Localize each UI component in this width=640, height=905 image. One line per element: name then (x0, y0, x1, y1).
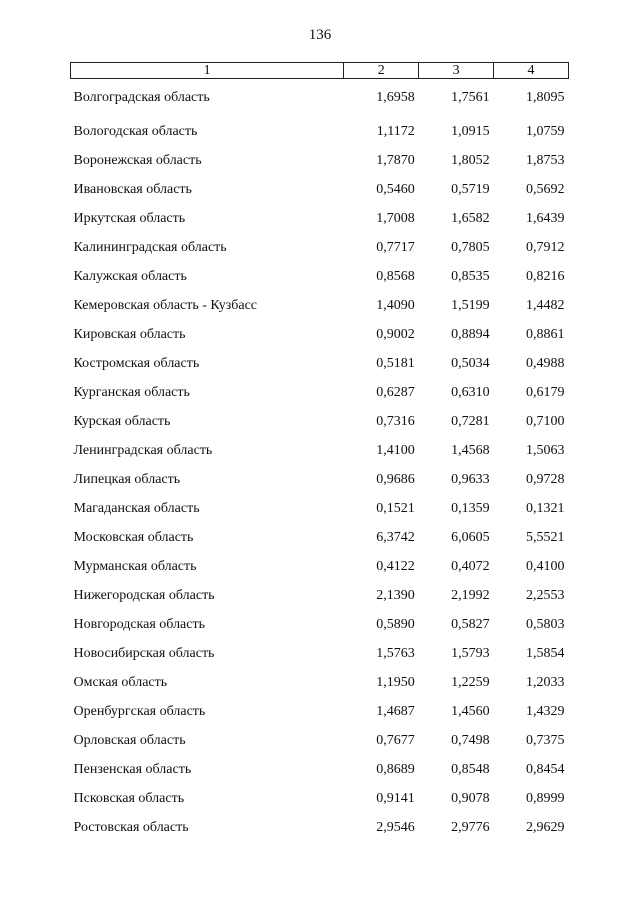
value-cell-col-3: 0,6310 (451, 385, 490, 400)
region-name-cell: Пензенская область (73, 762, 192, 777)
value-cell-col-2: 0,5890 (376, 617, 415, 632)
table-row (71, 523, 569, 552)
region-name-cell: Курганская область (73, 385, 190, 400)
value-cell-col-2: 1,4687 (376, 704, 415, 719)
region-name-cell: Калининградская область (73, 240, 227, 255)
value-cell-col-4: 0,7100 (526, 414, 565, 429)
value-cell-col-3: 1,6582 (451, 211, 490, 226)
table-row (71, 494, 569, 523)
value-cell-col-4: 2,2553 (526, 588, 565, 603)
value-cell-col-2: 1,6958 (376, 90, 415, 105)
table-row (71, 79, 569, 118)
region-name-cell: Ивановская область (73, 182, 192, 197)
value-cell-col-4: 0,8999 (526, 791, 565, 806)
value-cell-col-4: 1,4329 (526, 704, 565, 719)
value-cell-col-3: 1,0915 (451, 124, 490, 139)
value-cell-col-4: 1,2033 (526, 675, 565, 690)
value-cell-col-3: 1,5199 (451, 298, 490, 313)
region-name-cell: Костромская область (73, 356, 200, 371)
table-row (71, 668, 569, 697)
table-row (71, 552, 569, 581)
value-cell-col-4: 0,8861 (526, 327, 565, 342)
region-name-cell: Нижегородская область (73, 588, 215, 603)
column-header-3: 3 (419, 63, 494, 79)
region-name-cell: Ленинградская область (73, 443, 213, 458)
region-name-cell: Кемеровская область - Кузбасс (73, 298, 258, 313)
column-header-2: 2 (344, 63, 419, 79)
table-row (71, 581, 569, 610)
table-row (71, 784, 569, 813)
column-header-1: 1 (71, 63, 344, 79)
value-cell-col-4: 2,9629 (526, 820, 565, 835)
value-cell-col-3: 0,7498 (451, 733, 490, 748)
value-cell-col-2: 6,3742 (376, 530, 415, 545)
value-cell-col-3: 0,9078 (451, 791, 490, 806)
table-row (71, 436, 569, 465)
table-row (71, 639, 569, 668)
value-cell-col-2: 0,4122 (376, 559, 415, 574)
value-cell-col-2: 1,1950 (376, 675, 415, 690)
region-name-cell: Московская область (73, 530, 194, 545)
value-cell-col-4: 0,7912 (526, 240, 565, 255)
value-cell-col-4: 0,4988 (526, 356, 565, 371)
value-cell-col-4: 5,5521 (526, 530, 565, 545)
value-cell-col-4: 0,7375 (526, 733, 565, 748)
region-name-cell: Кировская область (73, 327, 186, 342)
region-name-cell: Калужская область (73, 269, 187, 284)
value-cell-col-3: 1,2259 (451, 675, 490, 690)
region-name-cell: Орловская область (73, 733, 186, 748)
region-name-cell: Новосибирская область (73, 646, 215, 661)
region-coefficients-table (70, 62, 569, 842)
table-row (71, 378, 569, 407)
value-cell-col-4: 1,5854 (526, 646, 565, 661)
region-name-cell: Омская область (73, 675, 168, 690)
region-name-cell: Мурманская область (73, 559, 197, 574)
region-name-cell: Курская область (73, 414, 171, 429)
page-number: 136 (308, 27, 332, 43)
value-cell-col-3: 0,9633 (451, 472, 490, 487)
value-cell-col-3: 1,7561 (451, 90, 490, 105)
value-cell-col-4: 0,5803 (526, 617, 565, 632)
region-name-cell: Новгородская область (73, 617, 205, 632)
value-cell-col-2: 0,9686 (376, 472, 415, 487)
value-cell-col-3: 1,8052 (451, 153, 490, 168)
table-row (71, 610, 569, 639)
table-row (71, 262, 569, 291)
region-name-cell: Вологодская область (73, 124, 198, 139)
value-cell-col-4: 0,8216 (526, 269, 565, 284)
value-cell-col-3: 0,5719 (451, 182, 490, 197)
column-header-4: 4 (494, 63, 569, 79)
table-row (71, 291, 569, 320)
table-row (71, 204, 569, 233)
region-name-cell: Иркутская область (73, 211, 186, 226)
value-cell-col-3: 0,5827 (451, 617, 490, 632)
table-row (71, 813, 569, 842)
value-cell-col-2: 2,9546 (376, 820, 415, 835)
value-cell-col-2: 1,1172 (376, 124, 415, 139)
value-cell-col-3: 0,8548 (451, 762, 490, 777)
table-row (71, 755, 569, 784)
value-cell-col-3: 0,7281 (451, 414, 490, 429)
value-cell-col-3: 0,1359 (451, 501, 490, 516)
value-cell-col-4: 0,1321 (526, 501, 565, 516)
value-cell-col-2: 0,8568 (376, 269, 415, 284)
value-cell-col-2: 0,7677 (376, 733, 415, 748)
value-cell-col-2: 0,7717 (376, 240, 415, 255)
value-cell-col-2: 0,1521 (376, 501, 415, 516)
value-cell-col-3: 0,7805 (451, 240, 490, 255)
value-cell-col-3: 2,1992 (451, 588, 490, 603)
value-cell-col-2: 2,1390 (376, 588, 415, 603)
value-cell-col-2: 1,4100 (376, 443, 415, 458)
value-cell-col-4: 0,5692 (526, 182, 565, 197)
region-name-cell: Липецкая область (73, 472, 181, 487)
value-cell-col-2: 1,5763 (376, 646, 415, 661)
value-cell-col-2: 1,7008 (376, 211, 415, 226)
region-name-cell: Ростовская область (73, 820, 189, 835)
table-row (71, 349, 569, 378)
value-cell-col-4: 0,9728 (526, 472, 565, 487)
table-row (71, 117, 569, 146)
value-cell-col-3: 0,5034 (451, 356, 490, 371)
value-cell-col-4: 1,5063 (526, 443, 565, 458)
value-cell-col-2: 0,9141 (376, 791, 415, 806)
table-row (71, 726, 569, 755)
region-name-cell: Волгоградская область (73, 90, 210, 105)
value-cell-col-3: 6,0605 (451, 530, 490, 545)
table-row (71, 407, 569, 436)
value-cell-col-3: 0,8894 (451, 327, 490, 342)
value-cell-col-4: 1,8753 (526, 153, 565, 168)
value-cell-col-4: 1,8095 (526, 90, 565, 105)
value-cell-col-3: 2,9776 (451, 820, 490, 835)
region-name-cell: Псковская область (73, 791, 185, 806)
table-row (71, 465, 569, 494)
table-row (71, 175, 569, 204)
value-cell-col-2: 1,7870 (376, 153, 415, 168)
table-row (71, 697, 569, 726)
table-row (71, 320, 569, 349)
value-cell-col-2: 0,5460 (376, 182, 415, 197)
table-body (71, 79, 569, 843)
value-cell-col-2: 0,9002 (376, 327, 415, 342)
value-cell-col-3: 0,4072 (451, 559, 490, 574)
value-cell-col-2: 1,4090 (376, 298, 415, 313)
table-row (71, 146, 569, 175)
value-cell-col-4: 0,4100 (526, 559, 565, 574)
table-row (71, 233, 569, 262)
value-cell-col-3: 1,4568 (451, 443, 490, 458)
value-cell-col-2: 0,5181 (376, 356, 415, 371)
value-cell-col-4: 0,8454 (526, 762, 565, 777)
value-cell-col-2: 0,6287 (376, 385, 415, 400)
value-cell-col-4: 1,0759 (526, 124, 565, 139)
value-cell-col-4: 1,6439 (526, 211, 565, 226)
table-header (71, 63, 569, 79)
header-row (71, 63, 569, 79)
value-cell-col-4: 1,4482 (526, 298, 565, 313)
value-cell-col-4: 0,6179 (526, 385, 565, 400)
value-cell-col-3: 1,4560 (451, 704, 490, 719)
region-name-cell: Воронежская область (73, 153, 202, 168)
region-name-cell: Магаданская область (73, 501, 200, 516)
value-cell-col-2: 0,7316 (376, 414, 415, 429)
value-cell-col-2: 0,8689 (376, 762, 415, 777)
value-cell-col-3: 1,5793 (451, 646, 490, 661)
region-name-cell: Оренбургская область (73, 704, 206, 719)
value-cell-col-3: 0,8535 (451, 269, 490, 284)
